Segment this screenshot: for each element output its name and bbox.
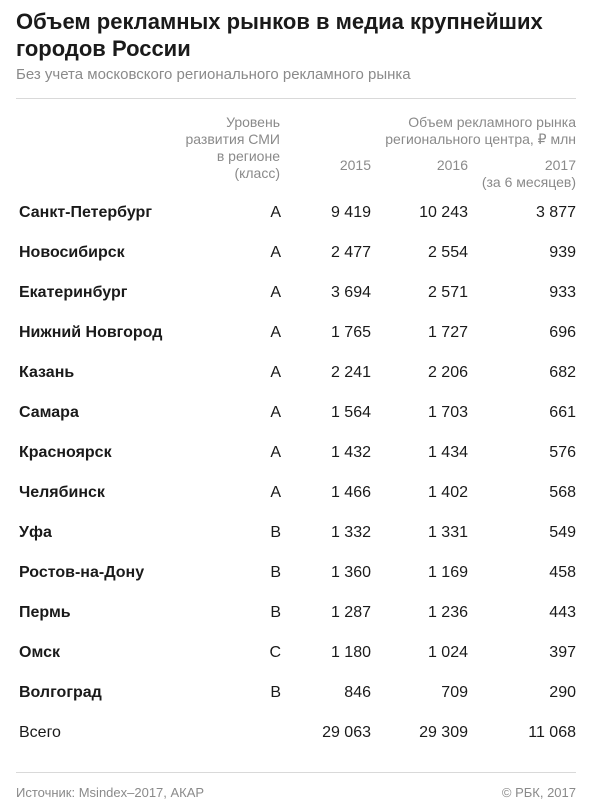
level-column-header [160,114,280,182]
media-class: B [270,564,281,581]
source-note: Источник: Msindex–2017, АКАР [16,785,205,800]
value-2015: 3 694 [330,284,371,301]
year-2017-header [460,157,576,191]
value-2015: 1 287 [330,604,371,621]
value-2017: 696 [549,324,576,341]
table-row [0,633,590,673]
value-2017: 939 [549,244,576,261]
city-name: Волгоград [19,684,102,701]
table-row [0,553,590,593]
total-row [0,713,590,753]
value-2016: 1 727 [427,324,468,341]
city-name: Казань [19,364,75,381]
media-class: B [270,684,281,701]
value-2016: 1 236 [427,604,468,621]
table-row [0,193,590,233]
table-row [0,273,590,313]
value-2017: 458 [549,564,576,581]
value-2017: 397 [549,644,576,661]
value-2015: 2 241 [330,364,371,381]
value-2017: 568 [549,484,576,501]
media-class: A [270,404,281,421]
media-class: A [270,244,281,261]
value-2015: 846 [344,684,371,701]
value-2015: 1 332 [330,524,371,541]
page-subtitle: Без учета московского регионального рекламного рынка [16,66,411,83]
media-class: A [270,324,281,341]
level-header-line: Уровень [226,114,280,130]
value-2015: 1 180 [330,644,371,661]
city-name: Екатеринбург [19,284,128,301]
table-row [0,673,590,713]
value-2015: 1 564 [330,404,371,421]
value-2016: 1 434 [427,444,468,461]
city-name: Уфа [19,524,52,541]
volume-header-line: Объем рекламного рынка [408,114,576,130]
volume-header-line: регионального центра, ₽ млн [385,131,576,147]
value-2016: 1 703 [427,404,468,421]
city-name: Санкт-Петербург [19,204,152,221]
table-row [0,233,590,273]
value-2015: 9 419 [330,204,371,221]
value-2017: 576 [549,444,576,461]
value-2017: 933 [549,284,576,301]
city-name: Пермь [19,604,71,621]
city-name: Красноярск [19,444,112,461]
value-2016: 2 571 [427,284,468,301]
total-2016: 29 309 [419,724,468,741]
value-2017: 549 [549,524,576,541]
level-header-line: в регионе [216,148,280,164]
value-2016: 1 402 [427,484,468,501]
table-row [0,393,590,433]
value-2017: 443 [549,604,576,621]
media-class: A [270,204,281,221]
level-header-line: развития СМИ [185,131,280,147]
year-2017-label: 2017 [544,157,576,173]
value-2016: 1 169 [427,564,468,581]
value-2017: 682 [549,364,576,381]
page-title: Объем рекламных рынков в медиа крупнейших городов России [16,9,543,61]
media-class: B [270,524,281,541]
level-header-line: (класс) [234,165,280,181]
top-divider [16,98,576,99]
value-2015: 1 466 [330,484,371,501]
value-2016: 10 243 [419,204,468,221]
table-row [0,513,590,553]
media-class: B [270,604,281,621]
year-2017-note: (за 6 месяцев) [481,174,576,190]
total-2017: 11 068 [528,724,576,741]
year-2015-header: 2015 [339,157,371,173]
media-class: A [270,364,281,381]
city-name: Новосибирск [19,244,125,261]
media-class: A [270,484,281,501]
value-2017: 3 877 [535,204,576,221]
city-name: Самара [19,404,79,421]
city-name: Ростов-на-Дону [19,564,145,581]
value-2016: 709 [441,684,468,701]
value-2015: 1 432 [330,444,371,461]
city-name: Челябинск [19,484,105,501]
table-row [0,353,590,393]
value-2016: 2 554 [427,244,468,261]
media-class: A [270,284,281,301]
bottom-divider [16,772,576,773]
table-row [0,473,590,513]
value-2016: 2 206 [427,364,468,381]
total-label: Всего [19,724,61,741]
table-row [0,313,590,353]
value-2015: 1 360 [330,564,371,581]
value-2015: 1 765 [330,324,371,341]
volume-column-header [330,114,576,148]
media-class: A [270,444,281,461]
value-2015: 2 477 [330,244,371,261]
table-row [0,433,590,473]
city-name: Нижний Новгород [19,324,163,341]
table-row [0,593,590,633]
city-name: Омск [19,644,60,661]
value-2016: 1 331 [427,524,468,541]
value-2017: 661 [549,404,576,421]
copyright-note: © РБК, 2017 [501,785,576,800]
media-class: C [269,644,281,661]
value-2017: 290 [549,684,576,701]
value-2016: 1 024 [427,644,468,661]
total-2015: 29 063 [322,724,371,741]
year-2016-header: 2016 [436,157,468,173]
